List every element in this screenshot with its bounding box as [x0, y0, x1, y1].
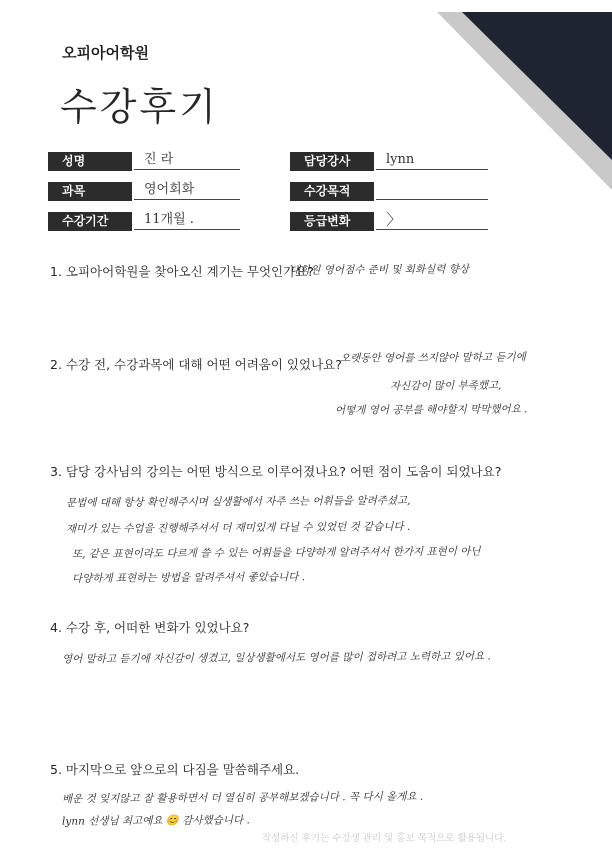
answer-4-line-1: 영어 말하고 듣기에 자신감이 생겼고, 일상생활에서도 영어를 많이 접하려고 노력하고 있어요 .: [61, 650, 491, 666]
answer-2-line-3: 어떻게 영어 공부를 해야할지 막막했어요 .: [334, 403, 528, 417]
answer-3-line-1: 문법에 대해 항상 확인해주시며 실생활에서 자주 쓰는 어휘들을 알려주셨고,: [65, 494, 411, 510]
footer-note: 작성하신 후기는 수강생 관리 및 홍보 목적으로 활용됩니다.: [262, 833, 507, 844]
answer-5-line-2: lynn 선생님 최고예요 😊 감사했습니다 .: [61, 814, 250, 828]
answer-3-line-3: 또, 같은 표현이라도 다르게 쓸 수 있는 어휘들을 다양하게 알려주셔서 한가지 표현이 아닌: [71, 545, 481, 561]
period-value: 11개월 .: [134, 210, 240, 230]
subject-label: 과목: [48, 182, 132, 201]
question-5: 5. 마지막으로 앞으로의 다짐을 말씀해주세요.: [50, 762, 300, 777]
answer-1-line-1: 대학원 영어점수 준비 및 회화실력 향상: [289, 263, 470, 277]
name-value: 진 라: [134, 150, 240, 170]
purpose-label: 수강목적: [290, 182, 374, 201]
question-4: 4. 수강 후, 어떠한 변화가 있었나요?: [50, 620, 250, 635]
answer-3-line-4: 다양하게 표현하는 방법을 알려주셔서 좋았습니다 .: [71, 571, 306, 585]
question-3: 3. 담당 강사님의 강의는 어떤 방식으로 이루어졌나요? 어떤 점이 도움이 되었나요?: [50, 464, 502, 479]
answer-2-line-1: 오랫동안 영어를 쓰지않아 말하고 듣기에: [339, 351, 526, 365]
grade-label: 등급변화: [290, 212, 374, 231]
academy-name: 오피아어학원: [62, 44, 149, 62]
name-label: 성명: [48, 152, 132, 171]
page-title: 수강후기: [60, 85, 219, 129]
answer-3-line-2: 재미가 있는 수업을 진행해주셔서 더 재미있게 다닐 수 있었던 것 같습니다 .: [65, 520, 411, 536]
question-2: 2. 수강 전, 수강과목에 대해 어떤 어려움이 있었나요?: [50, 357, 342, 372]
purpose-value: [376, 180, 488, 200]
grade-value: 〉: [376, 210, 488, 230]
question-1: 1. 오피아어학원을 찾아오신 계기는 무엇인가요?: [50, 264, 314, 279]
answer-5-line-1: 배운 것 잊지않고 잘 활용하면서 더 열심히 공부해보겠습니다 . 꼭 다시 올게요 .: [61, 790, 424, 806]
period-label: 수강기간: [48, 212, 132, 231]
answer-2-line-2: 자신감이 많이 부족했고,: [389, 379, 502, 393]
teacher-label: 담당강사: [290, 152, 374, 171]
subject-value: 영어회화: [134, 180, 240, 200]
teacher-value: lynn: [376, 150, 488, 170]
